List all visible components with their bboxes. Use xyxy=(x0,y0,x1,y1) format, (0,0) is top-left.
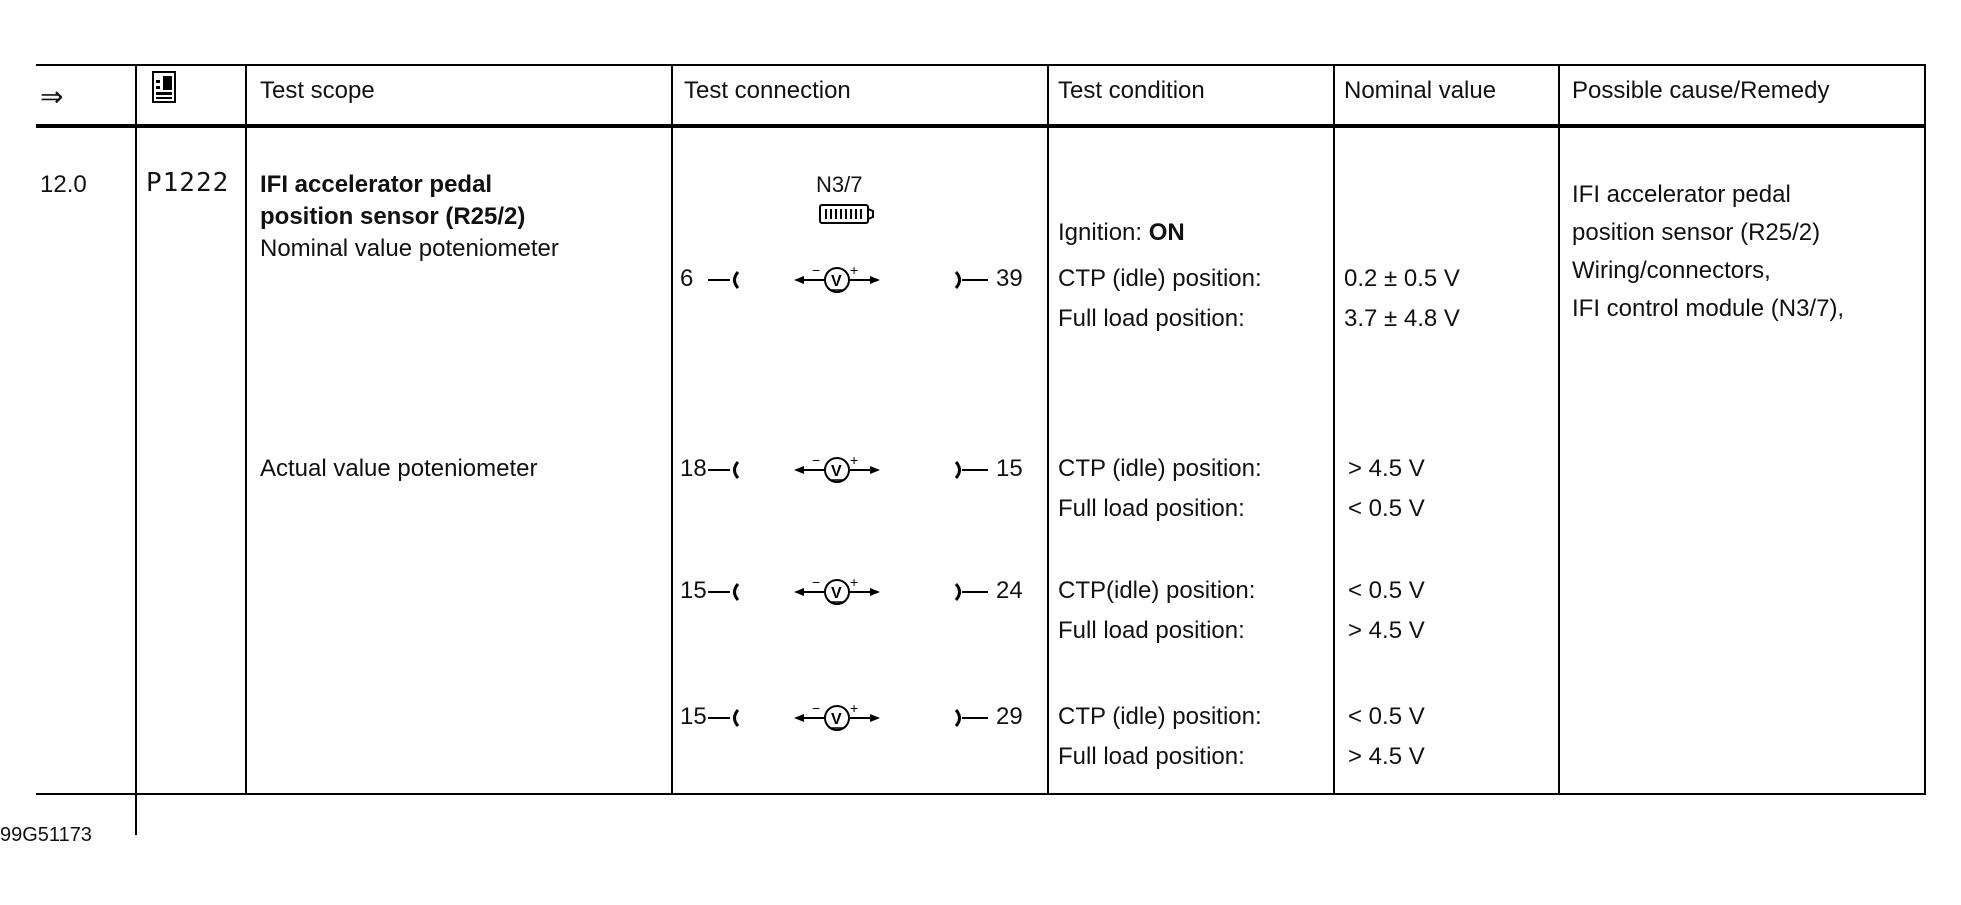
connection-pin-right: 39 xyxy=(996,265,1023,292)
voltmeter-icon xyxy=(790,702,884,732)
header-nominal-value: Nominal value xyxy=(1344,77,1497,104)
header-bottom-border xyxy=(36,124,1926,128)
column-divider xyxy=(1924,64,1926,795)
condition-ctp: CTP(idle) position: xyxy=(1058,577,1256,604)
test-connection-row xyxy=(680,454,1040,484)
connection-pin-left: 6 xyxy=(680,265,694,292)
arrow-header: ⇒ xyxy=(40,81,64,112)
svg-text:+: + xyxy=(850,454,859,468)
svg-text:−: − xyxy=(812,702,821,716)
remedy-line: IFI accelerator pedal xyxy=(1572,181,1791,208)
diagnostic-scanner-icon xyxy=(150,70,180,104)
connector-socket-icon xyxy=(952,454,992,484)
connection-pin-right: 15 xyxy=(996,455,1023,482)
svg-text:−: − xyxy=(812,264,821,278)
nominal-value: > 4.5 V xyxy=(1348,617,1425,644)
condition-full-load: Full load position: xyxy=(1058,495,1245,522)
condition-ctp: CTP (idle) position: xyxy=(1058,455,1262,482)
connector-plug-icon xyxy=(706,454,742,484)
scope-nominal: Nominal value poteniometer xyxy=(260,235,559,262)
nominal-value: > 4.5 V xyxy=(1348,743,1425,770)
condition-ctp: CTP (idle) position: xyxy=(1058,265,1262,292)
table-bottom-border xyxy=(36,793,1926,795)
connection-pin-right: 24 xyxy=(996,577,1023,604)
fault-code: P1222 xyxy=(146,168,230,198)
header-test-condition: Test condition xyxy=(1058,77,1205,104)
svg-text:V: V xyxy=(831,585,842,602)
test-connection-row xyxy=(680,576,1040,606)
condition-full-load: Full load position: xyxy=(1058,305,1245,332)
condition-full-load: Full load position: xyxy=(1058,617,1245,644)
voltmeter-icon xyxy=(790,454,884,484)
column-divider xyxy=(1558,64,1560,795)
svg-text:V: V xyxy=(831,273,842,290)
module-label: N3/7 xyxy=(816,172,863,197)
condition-ctp: CTP (idle) position: xyxy=(1058,703,1262,730)
ignition-value: ON xyxy=(1148,219,1185,246)
connector-socket-icon xyxy=(952,702,992,732)
test-connection-row xyxy=(680,702,1040,732)
remedy-line: position sensor (R25/2) xyxy=(1572,219,1821,246)
column-divider xyxy=(245,64,247,795)
nominal-value: 3.7 ± 4.8 V xyxy=(1344,305,1460,332)
connector-plug-icon xyxy=(706,702,742,732)
scope-title-line1: IFI accelerator pedal xyxy=(260,171,493,198)
column-divider xyxy=(671,64,673,795)
remedy-line: Wiring/connectors, xyxy=(1572,257,1771,284)
svg-text:−: − xyxy=(812,576,821,590)
ignition-label: Ignition: xyxy=(1058,219,1149,246)
connection-pin-left: 15 xyxy=(680,703,707,730)
svg-text:+: + xyxy=(850,702,859,716)
connector-plug-icon xyxy=(706,576,742,606)
control-module-icon xyxy=(818,203,876,227)
svg-text:+: + xyxy=(850,264,859,278)
scope-title-line2: position sensor (R25/2) xyxy=(260,203,526,230)
connector-socket-icon xyxy=(952,576,992,606)
condition-full-load: Full load position: xyxy=(1058,743,1245,770)
svg-text:−: − xyxy=(812,454,821,468)
nominal-value: > 4.5 V xyxy=(1348,455,1425,482)
scope-actual: Actual value poteniometer xyxy=(260,455,538,482)
connector-plug-icon xyxy=(706,264,742,294)
connection-pin-left: 18 xyxy=(680,455,707,482)
nominal-value: < 0.5 V xyxy=(1348,495,1425,522)
header-test-scope: Test scope xyxy=(260,77,375,104)
connection-pin-right: 29 xyxy=(996,703,1023,730)
figure-caption: 99G51173 xyxy=(0,824,92,846)
header-possible-cause: Possible cause/Remedy xyxy=(1572,77,1830,104)
nominal-value: < 0.5 V xyxy=(1348,703,1425,730)
column-divider xyxy=(1047,64,1049,795)
header-test-connection: Test connection xyxy=(684,77,851,104)
remedy-line: IFI control module (N3/7), xyxy=(1572,295,1845,322)
svg-text:V: V xyxy=(831,463,842,480)
nominal-value: 0.2 ± 0.5 V xyxy=(1344,265,1460,292)
step-number: 12.0 xyxy=(40,171,87,198)
svg-text:+: + xyxy=(850,576,859,590)
column-divider xyxy=(1333,64,1335,795)
column-divider xyxy=(135,64,137,835)
svg-text:V: V xyxy=(831,711,842,728)
connector-socket-icon xyxy=(952,264,992,294)
table-top-border xyxy=(36,64,1926,66)
test-connection-row xyxy=(680,264,1040,294)
connection-pin-left: 15 xyxy=(680,577,707,604)
voltmeter-icon xyxy=(790,576,884,606)
ignition-condition xyxy=(1058,218,1185,248)
nominal-value: < 0.5 V xyxy=(1348,577,1425,604)
voltmeter-icon xyxy=(790,264,884,294)
